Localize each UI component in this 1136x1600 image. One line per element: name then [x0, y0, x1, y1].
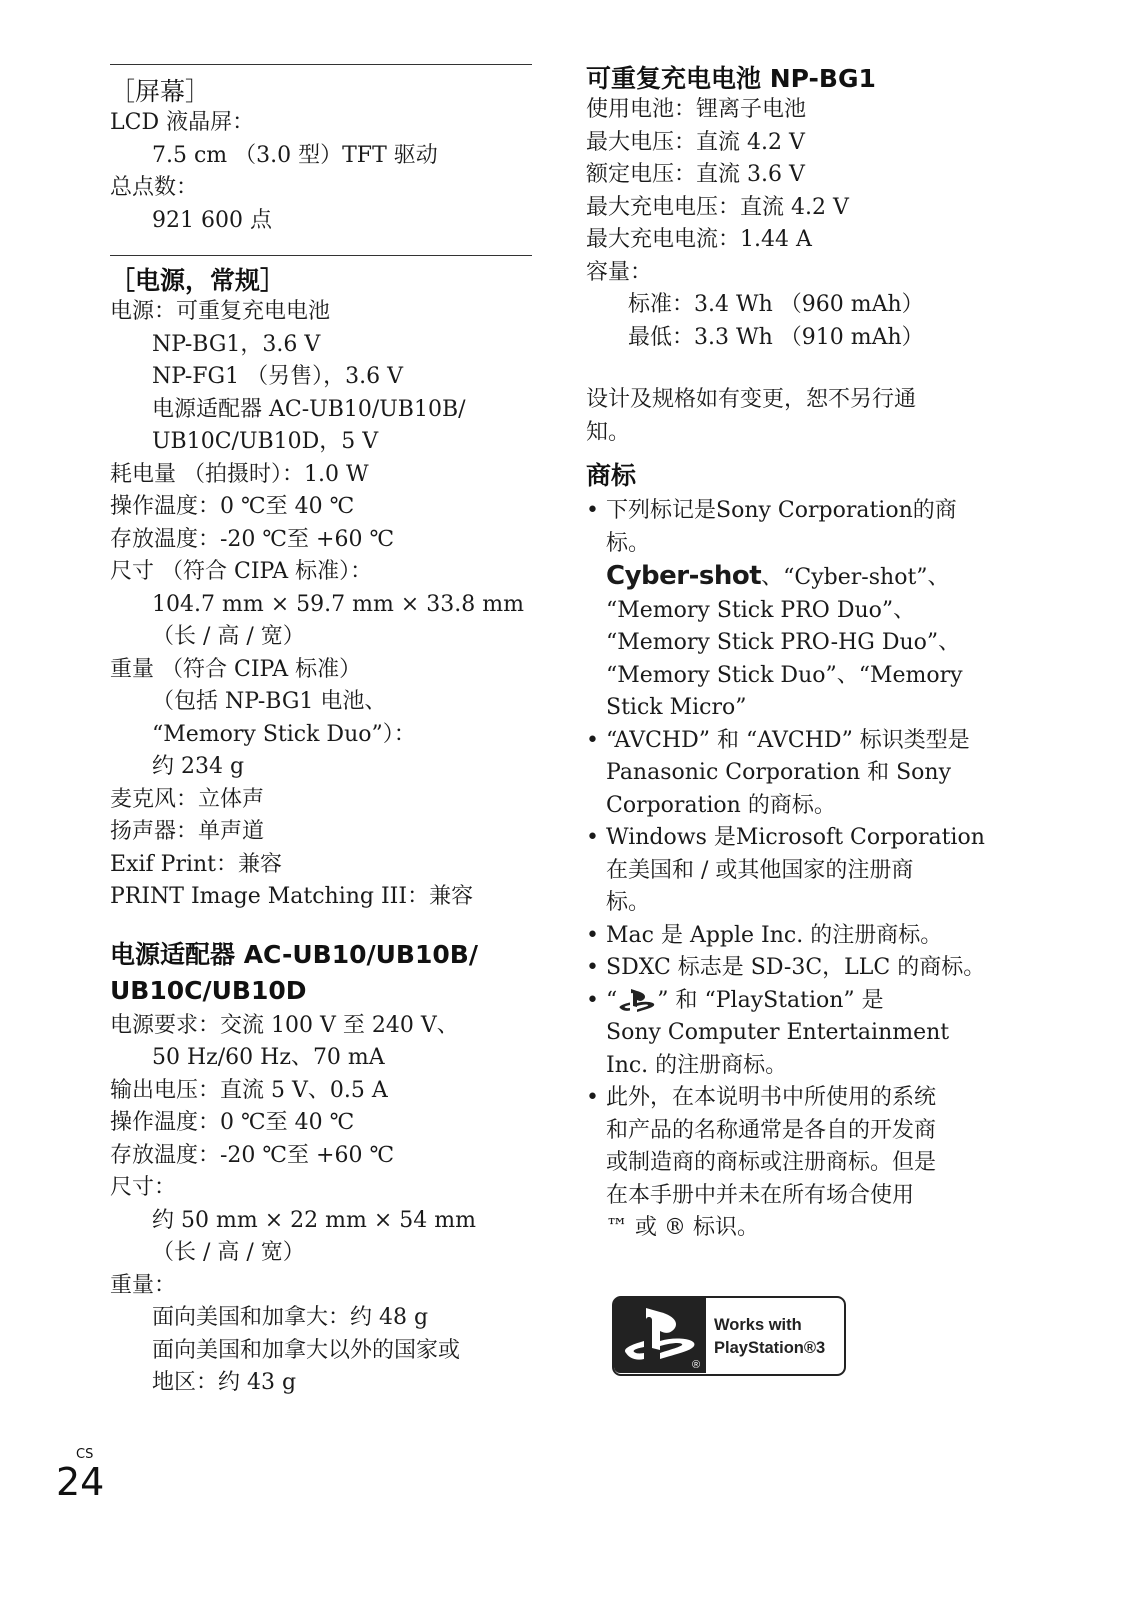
- spec-line: （长 / 高 / 宽）: [152, 624, 305, 649]
- playstation-logo-icon: [617, 987, 657, 1015]
- spec-line: 50 Hz/60 Hz、70 mA: [152, 1045, 385, 1070]
- notice-line: 设计及规格如有变更，恕不另行通: [586, 387, 917, 412]
- spec-line: 存放温度：-20 ℃至 +60 ℃: [110, 1142, 395, 1168]
- spec-line: NP-FG1 （另售），3.6 V: [152, 364, 403, 389]
- spec-line: 额定电压：直流 3.6 V: [586, 162, 805, 187]
- spec-line: 最低：3.3 Wh （910 mAh）: [628, 324, 924, 350]
- spec-line: 约 234 g: [152, 754, 245, 779]
- spec-line: 7.5 cm （3.0 型）TFT 驱动: [152, 142, 438, 168]
- page-number: [56, 1448, 104, 1502]
- spec-line: NP-BG1，3.6 V: [152, 331, 321, 357]
- page-number-value: 24: [56, 1460, 105, 1504]
- trademark-line: • “AVCHD” 和 “AVCHD” 标识类型是: [606, 727, 970, 753]
- trademark-line: 在本手册中并未在所有场合使用: [606, 1182, 915, 1208]
- trademark-line: [606, 985, 1026, 1018]
- trademark-line: “Memory Stick PRO Duo”、: [606, 597, 916, 623]
- spec-line: 扬声器：单声道: [110, 819, 265, 844]
- spec-line: 使用电池：锂离子电池: [586, 97, 807, 122]
- spec-line: “Memory Stick Duo”）：: [152, 721, 416, 747]
- playstation-logo-icon: [614, 1298, 706, 1373]
- spec-line: LCD 液晶屏：: [110, 110, 255, 135]
- spec-line: 电源要求：交流 100 V 至 240 V、: [110, 1012, 459, 1038]
- spec-line: 约 50 mm × 22 mm × 54 mm: [152, 1207, 476, 1233]
- trademark-line: 和产品的名称通常是各自的开发商: [606, 1117, 937, 1143]
- power-heading: ［电源，常规］: [110, 266, 286, 295]
- trademark-text: “: [606, 987, 618, 1013]
- trademark-line: “Memory Stick Duo”、“Memory: [606, 662, 963, 688]
- spec-line: 面向美国和加拿大以外的国家或: [152, 1337, 461, 1363]
- spec-line: 尺寸：: [110, 1175, 177, 1200]
- spec-line: 输出电压：直流 5 V、0.5 A: [110, 1077, 388, 1103]
- spec-line: 面向美国和加拿大：约 48 g: [152, 1305, 429, 1330]
- trademark-bullet: [586, 985, 1026, 1083]
- trademark-line: • 下列标记是Sony Corporation的商: [606, 498, 957, 523]
- screen-heading: ［屏幕］: [110, 77, 211, 106]
- spec-line: 标准：3.4 Wh （960 mAh）: [628, 292, 924, 317]
- trademark-line: 在美国和 / 或其他国家的注册商: [606, 857, 914, 883]
- spec-line: 容量：: [586, 259, 653, 285]
- trademark-line: Panasonic Corporation 和 Sony: [606, 760, 952, 785]
- trademark-bullet: [586, 495, 1026, 725]
- spec-line: 总点数：: [110, 175, 199, 200]
- spec-line: 重量：: [110, 1272, 177, 1298]
- language-code: CS: [76, 1447, 94, 1462]
- spec-line: 操作温度：0 ℃至 40 ℃: [110, 494, 355, 519]
- spec-line: 麦克风：立体声: [110, 786, 265, 812]
- trademark-line: 或制造商的商标或注册商标。但是: [606, 1150, 937, 1175]
- trademark-bullet: [586, 920, 1026, 953]
- spec-line: 电源适配器 AC-UB10/UB10B/: [152, 396, 466, 422]
- svg-text:®: ®: [692, 1359, 701, 1371]
- battery-heading: 可重复充电电池 NP-BG1: [586, 64, 876, 93]
- spec-line: 921 600 点: [152, 207, 272, 233]
- badge-line: Works with: [714, 1316, 802, 1334]
- spec-line: （长 / 高 / 宽）: [152, 1240, 305, 1265]
- trademark-line: 标。: [606, 530, 651, 556]
- cybershot-logo: Cyber-shot: [606, 561, 762, 591]
- trademark-bullet: [586, 822, 1026, 920]
- trademark-line: • Windows 是Microsoft Corporation: [606, 825, 985, 850]
- spec-line: 地区：约 43 g: [152, 1370, 297, 1395]
- works-with-ps3-badge: [612, 1296, 846, 1376]
- trademark-text: 、“Cyber-shot”、: [761, 565, 950, 590]
- trademarks-heading: 商标: [586, 461, 637, 490]
- right-column: [586, 0, 1026, 1245]
- spec-line: 操作温度：0 ℃至 40 ℃: [110, 1110, 355, 1135]
- spec-line: 耗电量 （拍摄时）：1.0 W: [110, 461, 369, 487]
- trademark-line: Sony Computer Entertainment: [606, 1020, 950, 1045]
- spec-line: 存放温度：-20 ℃至 +60 ℃: [110, 526, 395, 552]
- trademark-text: ” 和 “PlayStation” 是: [657, 987, 884, 1013]
- spec-line: 104.7 mm × 59.7 mm × 33.8 mm: [152, 591, 524, 617]
- trademark-line: [606, 560, 1026, 595]
- trademark-line: Inc. 的注册商标。: [606, 1052, 788, 1078]
- trademark-line: “Memory Stick PRO-HG Duo”、: [606, 630, 961, 655]
- spec-line: UB10C/UB10D，5 V: [152, 429, 379, 454]
- left-column: [110, 0, 532, 1400]
- spec-line: 最大电压：直流 4.2 V: [586, 129, 805, 155]
- trademark-line: Corporation 的商标。: [606, 792, 836, 818]
- spec-line: Exif Print：兼容: [110, 851, 283, 877]
- trademark-line: • SDXC 标志是 SD-3C，LLC 的商标。: [606, 955, 986, 980]
- trademark-line: • 此外，在本说明书中所使用的系统: [606, 1085, 937, 1110]
- badge-text: [714, 1314, 825, 1360]
- spec-line: 重量 （符合 CIPA 标准）: [110, 656, 362, 682]
- adapter-heading-line1: 电源适配器 AC-UB10/UB10B/: [110, 939, 478, 969]
- notice-line: 知。: [586, 419, 631, 445]
- trademark-line: ™ 或 ® 标识。: [606, 1215, 759, 1240]
- trademark-bullet: [586, 1082, 1026, 1245]
- spec-line: 最大充电电流：1.44 A: [586, 227, 812, 252]
- trademark-bullet: [586, 725, 1026, 823]
- trademark-bullet: [586, 952, 1026, 985]
- spec-line: 尺寸 （符合 CIPA 标准）：: [110, 559, 373, 584]
- spec-line: 电源：可重复充电电池: [110, 299, 331, 324]
- spec-line: PRINT Image Matching III：兼容: [110, 884, 474, 909]
- trademark-line: 标。: [606, 890, 651, 915]
- adapter-heading-line2: UB10C/UB10D: [110, 975, 307, 1005]
- spec-line: （包括 NP-BG1 电池、: [152, 689, 387, 714]
- badge-line: PlayStation®3: [714, 1339, 826, 1357]
- trademark-line: • Mac 是 Apple Inc. 的注册商标。: [606, 922, 943, 948]
- trademark-line: Stick Micro”: [606, 695, 747, 720]
- spec-line: 最大充电电压：直流 4.2 V: [586, 194, 849, 220]
